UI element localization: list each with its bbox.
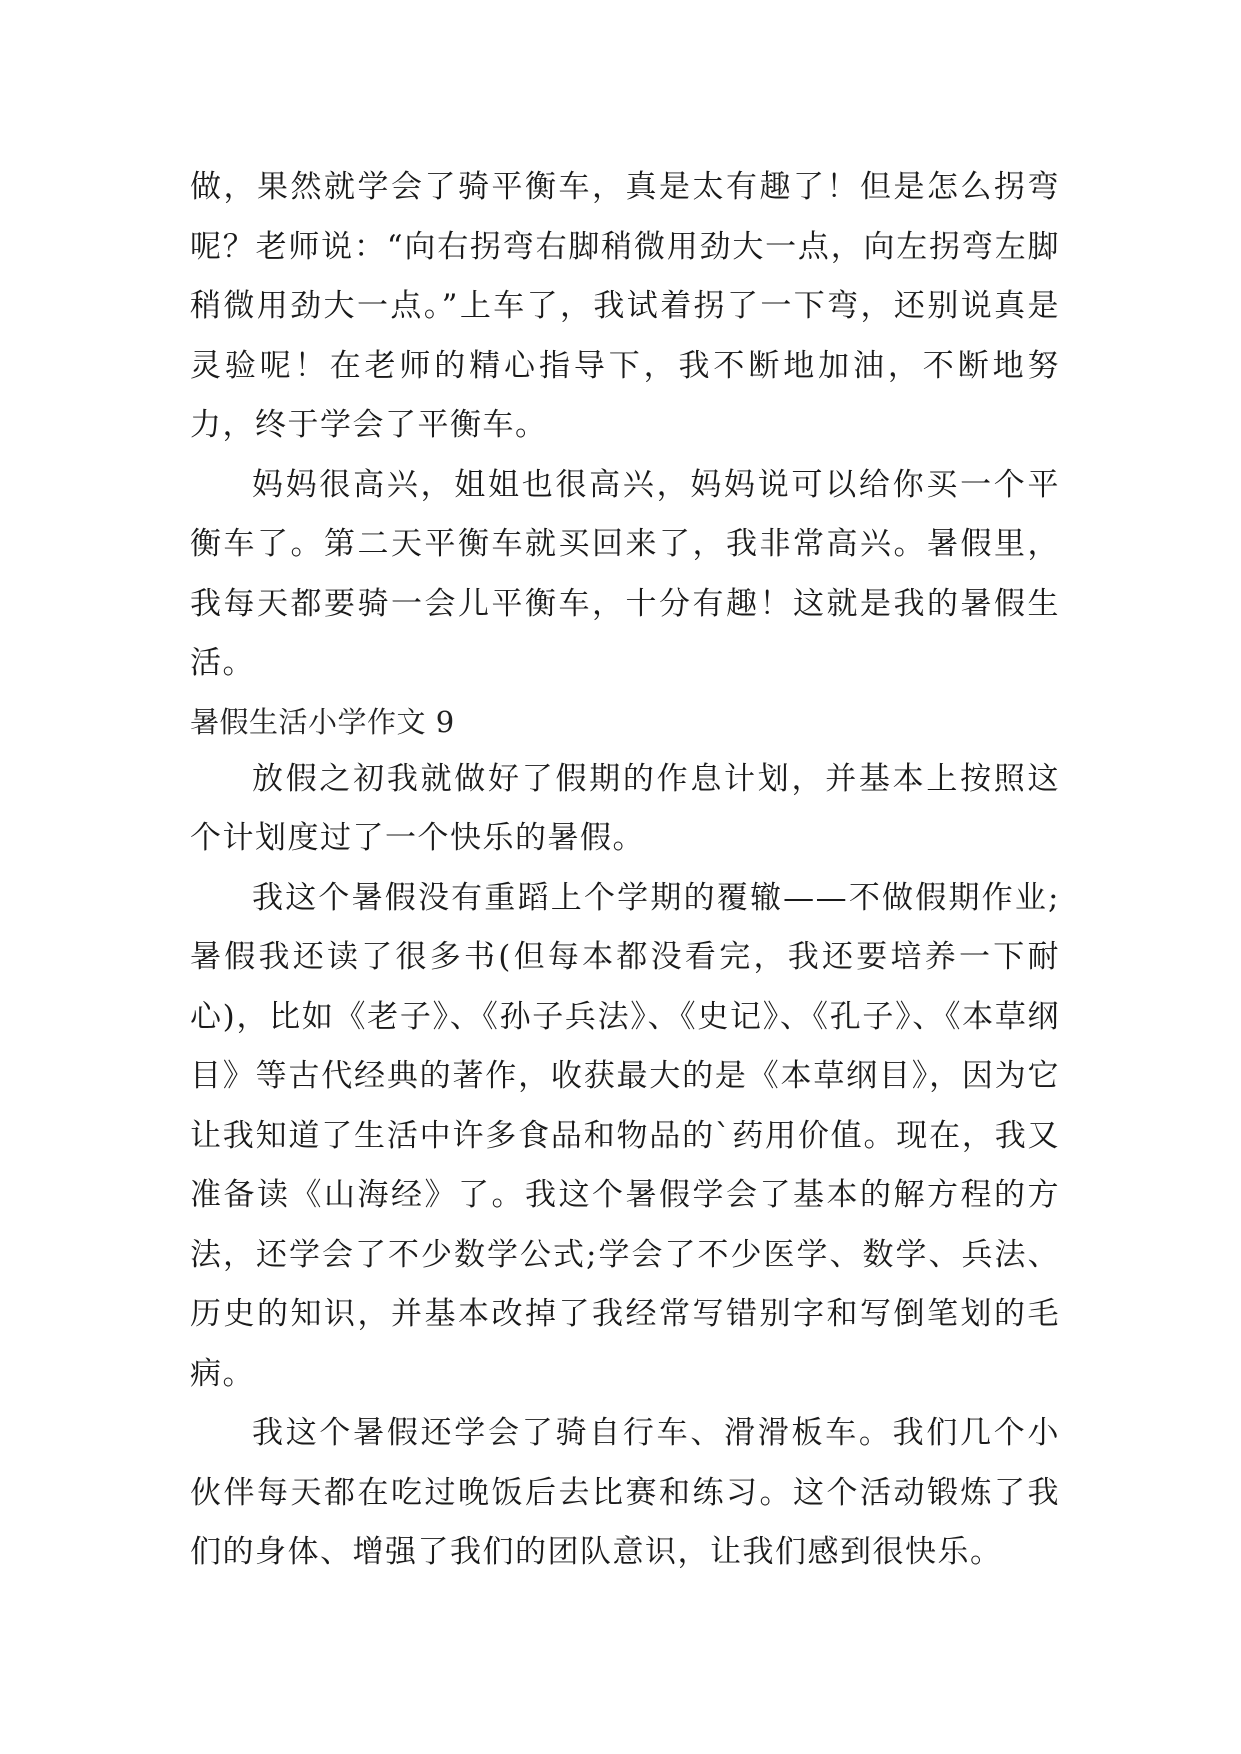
- document-body: [190, 158, 1060, 1583]
- paragraph-5: 我这个暑假还学会了骑自行车、滑滑板车。我们几个小伙伴每天都在吃过晚饭后去比赛和练习。这个活动锻炼了我们的身体、增强了我们的团队意识，让我们感到很快乐。: [190, 1415, 1060, 1570]
- essay-heading: 暑假生活小学作文 9: [190, 704, 455, 739]
- paragraph-3: 放假之初我就做好了假期的作息计划，并基本上按照这个计划度过了一个快乐的暑假。: [190, 760, 1060, 856]
- paragraph-4: 我这个暑假没有重蹈上个学期的覆辙——不做假期作业;暑假我还读了很多书(但每本都没看完，我还要培养一下耐心)，比如《老子》、《孙子兵法》、《史记》、《孔子》、《本草纲目》等古代经典的著作，收获最大的是《本草纲目》，因为它让我知道了生活中许多食品和物品的`药用价值。现在，我又准备读《山海经》了。我这个暑假学会了基本的解方程的方法，还学会了不少数学公式;学会了不少医学、数学、兵法、历史的知识，并基本改掉了我经常写错别字和写倒笔划的毛病。: [190, 879, 1060, 1392]
- paragraph-2: 妈妈很高兴，姐姐也很高兴，妈妈说可以给你买一个平衡车了。第二天平衡车就买回来了，我非常高兴。暑假里，我每天都要骑一会儿平衡车，十分有趣！这就是我的暑假生活。: [190, 466, 1060, 681]
- paragraph-1: 做，果然就学会了骑平衡车，真是太有趣了！但是怎么拐弯呢？老师说：“向右拐弯右脚稍微用劲大一点，向左拐弯左脚稍微用劲大一点。”上车了，我试着拐了一下弯，还别说真是灵验呢！在老师的精心指导下，我不断地加油，不断地努力，终于学会了平衡车。: [190, 169, 1060, 443]
